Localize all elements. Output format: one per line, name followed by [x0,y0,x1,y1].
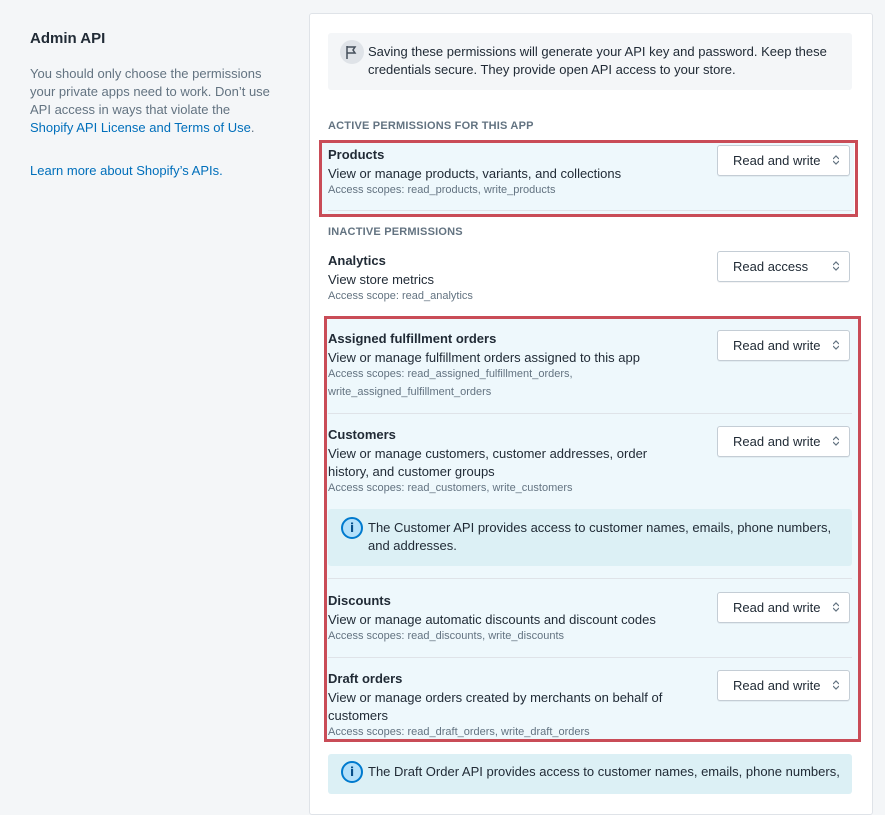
permission-description: View store metrics [328,272,434,287]
active-permissions-heading: ACTIVE PERMISSIONS FOR THIS APP [328,120,534,132]
permission-title: Analytics [328,253,386,268]
permission-scope: Access scopes: read_discounts, write_discounts [328,630,565,642]
customer-api-notice-text: The Customer API provides access to customer names, emails, phone numbers, and addresses. [368,520,832,553]
products-highlight-border [319,140,858,217]
banner-text: Saving these permissions will generate your API key and password. Keep these credentials secure. They provide open API access to your store. [368,44,827,77]
select-chevron-icon [833,261,839,271]
permission-description: View or manage products, variants, and collections [328,166,622,181]
info-icon: i [341,761,363,783]
permission-scope: Access scopes: read_draft_orders, write_draft_orders [328,726,590,738]
permission-title: Discounts [328,593,391,608]
permission-scope: Access scope: read_analytics [328,290,473,302]
select-value: Read and write [733,153,821,168]
permission-description: View or manage automatic discounts and discount codes [328,612,656,627]
permission-scope: Access scopes: read_products, write_products [328,184,556,196]
section-title: Admin API [30,30,106,47]
permission-title: Customers [328,427,396,442]
admin-api-description [30,30,270,178]
permission-description: View or manage orders created by merchants on behalf of customers [328,690,663,723]
permission-description: View or manage customers, customer addresses, order history, and customer groups [328,446,648,479]
permission-title: Products [328,147,385,162]
learn-more-link[interactable]: Learn more about Shopify’s APIs. [30,163,223,178]
select-value: Read and write [733,434,821,449]
permission-description: View or manage fulfillment orders assigned to this app [328,350,640,365]
permission-title: Draft orders [328,671,403,686]
permission-title: Assigned fulfillment orders [328,331,497,346]
group-highlight-border [324,316,861,742]
api-license-link[interactable]: Shopify API License and Terms of Use [30,120,251,135]
select-value: Read and write [733,338,821,353]
flag-icon [340,40,364,64]
permission-scope: Access scopes: read_customers, write_customers [328,482,573,494]
select-value: Read access [733,259,809,274]
analytics-access-select[interactable] [717,251,850,282]
draft-order-api-notice-text: The Draft Order API provides access to customer names, emails, phone numbers, [368,764,840,779]
info-icon: i [341,517,363,539]
select-value: Read and write [733,678,821,693]
section-description: You should only choose the permissions your private apps need to work. Don’t use API access in ways that violate the Shopify API License and Terms of Use. [30,66,270,135]
inactive-permissions-heading: INACTIVE PERMISSIONS [328,226,463,238]
select-value: Read and write [733,600,821,615]
permission-scope: Access scopes: read_assigned_fulfillment_orders, write_assigned_fulfillment_orders [328,368,573,398]
